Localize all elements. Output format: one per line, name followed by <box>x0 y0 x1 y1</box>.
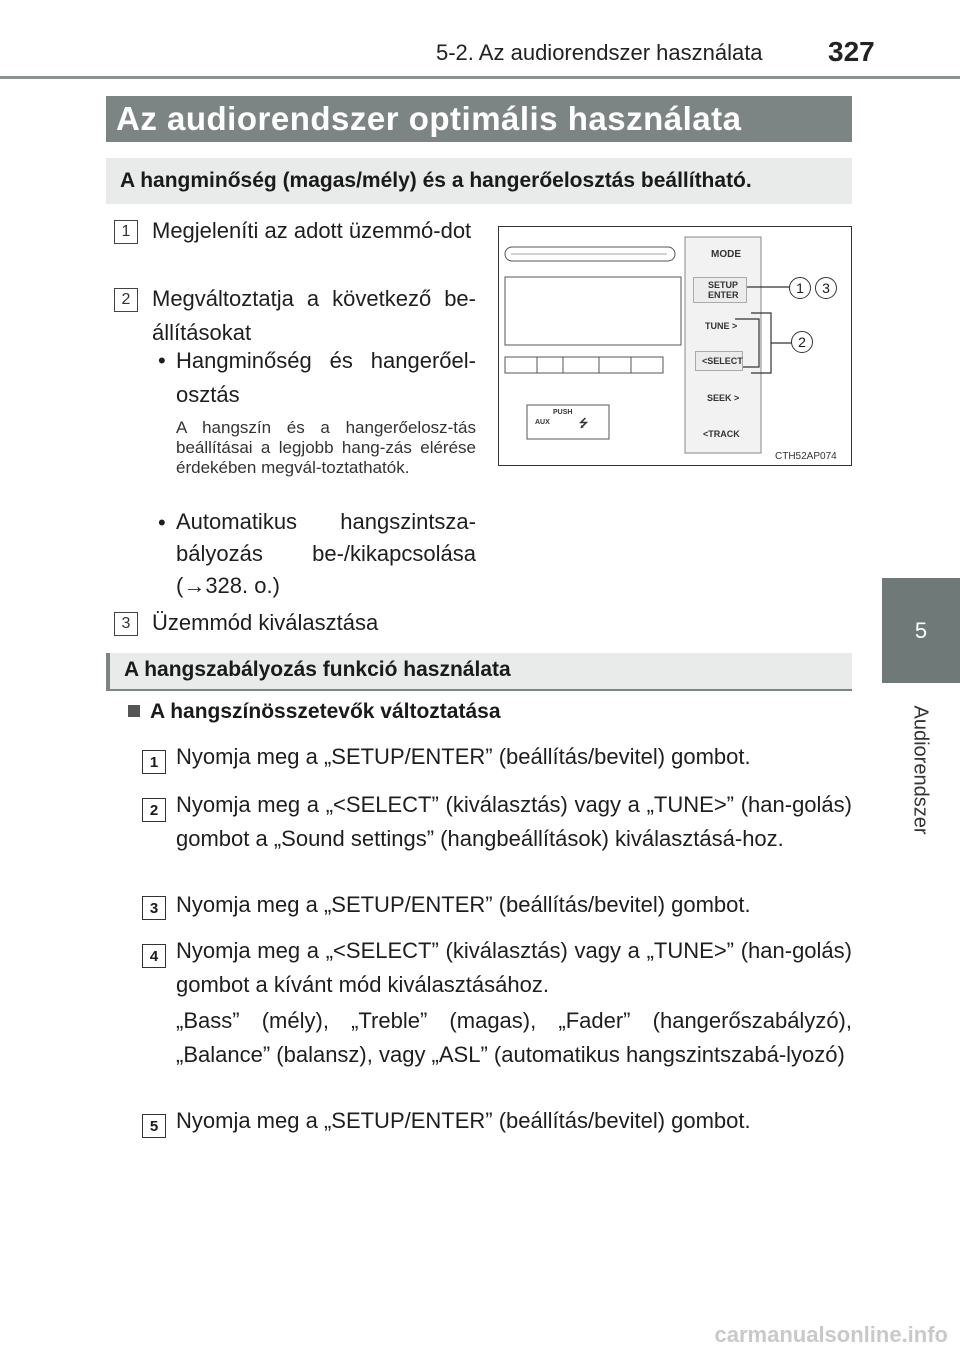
setup-enter-button: SETUP ENTER <box>693 277 747 303</box>
usb-icon: ⭍ <box>579 418 589 430</box>
push-label: PUSH <box>553 409 573 416</box>
subsection-heading: A hangszínösszetevők változtatása <box>150 700 501 723</box>
callout-number-3: 3 <box>114 612 138 636</box>
step-text-4: Nyomja meg a „<SELECT” (kiválasztás) vagy a „TUNE>” (han-golás) gombot a kívánt mód kiválasztásához. <box>176 938 852 997</box>
audio-panel-diagram <box>498 226 852 466</box>
step-text-3: Nyomja meg a „SETUP/ENTER” (beállítás/bevitel) gombot. <box>176 892 751 917</box>
seek-button: SEEK > <box>707 393 740 403</box>
diagram-marker-3: 3 <box>815 277 837 299</box>
track-button: <TRACK <box>703 429 740 439</box>
step-text-2: Nyomja meg a „<SELECT” (kiválasztás) vagy a „TUNE>” (han-golás) gombot a „Sound settings” (hangbeállítások) kiválasztásá-hoz. <box>176 792 852 851</box>
diagram-marker-2: 2 <box>791 331 813 353</box>
figure-code: CTH52AP074 <box>775 451 837 462</box>
header-rule <box>0 76 960 79</box>
diagram-marker-1: 1 <box>789 277 811 299</box>
step-number-4: 4 <box>142 944 166 968</box>
step-number-3: 3 <box>142 896 166 920</box>
intro-box: A hangminőség (magas/mély) és a hangerőelosztás beállítható. <box>106 158 852 204</box>
select-button-panel: <SELECT <box>695 351 743 371</box>
bullet-sound-quality: Hangminőség és hangerőel-osztás <box>176 348 476 407</box>
step-number-1: 1 <box>142 750 166 774</box>
bullet-note: A hangszín és a hangerőelosz-tás beállításai a legjobb hang-zás elérése érdekében megvál-toztathatók. <box>176 418 476 477</box>
callout-number-1: 1 <box>114 220 138 244</box>
bullet-dot: • <box>158 510 166 535</box>
mode-button: MODE <box>711 249 741 260</box>
callout-text-2: Megváltoztatja a következő be-állításokat <box>152 286 476 345</box>
step-number-2: 2 <box>142 798 166 822</box>
running-header-section: 5-2. Az audiorendszer használata <box>436 40 763 65</box>
page-number: 327 <box>828 36 875 67</box>
chapter-tab: 5 <box>882 578 960 683</box>
bullet-dot: • <box>158 348 166 373</box>
section-heading: A hangszabályozás funkció használata <box>106 653 852 691</box>
step-text-5: Nyomja meg a „SETUP/ENTER” (beállítás/bevitel) gombot. <box>176 1108 751 1133</box>
chapter-tab-label: Audiorendszer <box>909 705 932 835</box>
page-title: Az audiorendszer optimális használata <box>106 96 852 142</box>
step-text-1: Nyomja meg a „SETUP/ENTER” (beállítás/bevitel) gombot. <box>176 744 751 769</box>
callout-number-2: 2 <box>114 288 138 312</box>
aux-label: AUX <box>535 419 550 426</box>
tune-button: TUNE > <box>705 321 738 331</box>
step-4-note: „Bass” (mély), „Treble” (magas), „Fader” (hangerőszabályzó), „Balance” (balansz), vagy „ASL” (automatikus hangszintszabá-lyozó) <box>176 1008 852 1067</box>
square-bullet-icon <box>128 705 140 717</box>
bullet-asl: Automatikus hangszintsza- bályozás be-/kikapcsolása (→328. o.) <box>176 509 476 598</box>
callout-text-3: Üzemmód kiválasztása <box>152 610 379 635</box>
step-number-5: 5 <box>142 1114 166 1138</box>
watermark: carmanualsonline.info <box>714 1322 948 1347</box>
callout-text-1: Megjeleníti az adott üzemmó-dot <box>152 218 472 243</box>
